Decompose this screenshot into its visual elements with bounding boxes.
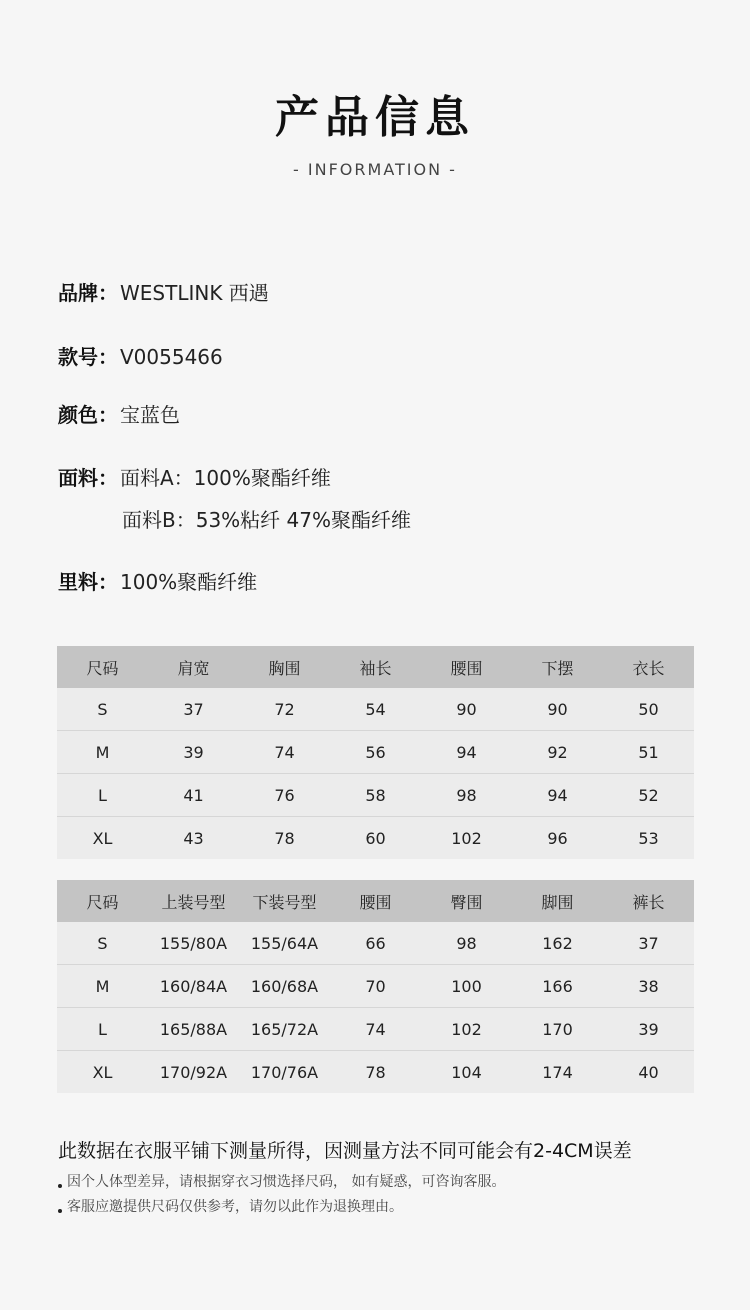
page-title: 产品信息: [275, 92, 475, 143]
table-cell: S: [57, 688, 148, 731]
table-cell: 92: [512, 731, 603, 774]
table-cell: 56: [330, 731, 421, 774]
table-cell: 74: [239, 731, 330, 774]
table-cell: 166: [512, 965, 603, 1008]
fabric-label: 面料：: [58, 466, 118, 490]
bottom-size-table: [57, 880, 694, 1093]
table-cell: L: [57, 774, 148, 817]
fabric-a-value: 面料A：100%聚酯纤维: [120, 466, 331, 490]
table-cell: 37: [603, 922, 694, 965]
table-cell: 53: [603, 817, 694, 860]
table-cell: 70: [330, 965, 421, 1008]
note-text: 客服应邀提供尺码仅供参考，请勿以此作为退换理由。: [67, 1199, 403, 1215]
page-subtitle: - INFORMATION -: [293, 160, 457, 179]
table-cell: 155/80A: [148, 922, 239, 965]
table-cell: 174: [512, 1051, 603, 1094]
table-cell: S: [57, 922, 148, 965]
table-cell: 170: [512, 1008, 603, 1051]
table-row: [57, 1008, 694, 1051]
table-header-cell: 臀围: [421, 880, 512, 922]
table-header-cell: 衣长: [603, 646, 694, 688]
style-label: 款号：: [58, 345, 118, 369]
table-header-cell: 腰围: [330, 880, 421, 922]
table-cell: 94: [421, 731, 512, 774]
color-row: [58, 401, 180, 429]
table-cell: 162: [512, 922, 603, 965]
table-row: [57, 1051, 694, 1094]
table-cell: 54: [330, 688, 421, 731]
color-value: 宝蓝色: [120, 403, 180, 427]
table-header-row: [57, 646, 694, 688]
table-cell: 51: [603, 731, 694, 774]
brand-value: WESTLINK 西遇: [120, 281, 269, 305]
lining-label: 里料：: [58, 570, 118, 594]
table-header-cell: 下装号型: [239, 880, 330, 922]
table-cell: 94: [512, 774, 603, 817]
table-cell: L: [57, 1008, 148, 1051]
table-header-cell: 下摆: [512, 646, 603, 688]
fabric-row: [58, 464, 331, 492]
table-header-cell: 尺码: [57, 880, 148, 922]
table-header-cell: 上装号型: [148, 880, 239, 922]
table-header-cell: 袖长: [330, 646, 421, 688]
color-label: 颜色：: [58, 403, 118, 427]
table-cell: 102: [421, 1008, 512, 1051]
table-cell: 72: [239, 688, 330, 731]
table-cell: 165/88A: [148, 1008, 239, 1051]
note-item: [58, 1197, 403, 1217]
top-size-table: [57, 646, 694, 859]
table-cell: 39: [603, 1008, 694, 1051]
table-cell: 52: [603, 774, 694, 817]
table-cell: 38: [603, 965, 694, 1008]
style-value: V0055466: [120, 345, 223, 369]
table-cell: 78: [330, 1051, 421, 1094]
table-header-cell: 裤长: [603, 880, 694, 922]
table-row: [57, 774, 694, 817]
style-row: [58, 343, 223, 371]
table-cell: M: [57, 731, 148, 774]
brand-row: [58, 279, 269, 307]
table-cell: 37: [148, 688, 239, 731]
fabric-b-value: 面料B：53%粘纤 47%聚酯纤维: [122, 508, 411, 532]
table-cell: 40: [603, 1051, 694, 1094]
lining-value: 100%聚酯纤维: [120, 570, 258, 594]
table-cell: 90: [421, 688, 512, 731]
table-cell: 160/68A: [239, 965, 330, 1008]
table-cell: 170/92A: [148, 1051, 239, 1094]
table-header-row: [57, 880, 694, 922]
note-text: 因个人体型差异，请根据穿衣习惯选择尺码， 如有疑惑，可咨询客服。: [67, 1174, 506, 1190]
table-cell: 60: [330, 817, 421, 860]
table-cell: 78: [239, 817, 330, 860]
table-header-cell: 胸围: [239, 646, 330, 688]
table-cell: 100: [421, 965, 512, 1008]
brand-label: 品牌：: [58, 281, 118, 305]
table-header-cell: 腰围: [421, 646, 512, 688]
table-cell: 170/76A: [239, 1051, 330, 1094]
table-cell: M: [57, 965, 148, 1008]
table-cell: 74: [330, 1008, 421, 1051]
table-cell: 96: [512, 817, 603, 860]
table-cell: 41: [148, 774, 239, 817]
table-cell: 165/72A: [239, 1008, 330, 1051]
table-cell: 66: [330, 922, 421, 965]
table-row: [57, 817, 694, 860]
table-cell: 50: [603, 688, 694, 731]
table-cell: 58: [330, 774, 421, 817]
table-cell: XL: [57, 817, 148, 860]
note-item: [58, 1172, 505, 1192]
table-cell: 98: [421, 922, 512, 965]
measurement-note: 此数据在衣服平铺下测量所得，因测量方法不同可能会有2-4CM误差: [58, 1140, 632, 1162]
lining-row: [58, 568, 257, 596]
bullet-icon: [58, 1209, 62, 1213]
table-header-cell: 肩宽: [148, 646, 239, 688]
table-cell: XL: [57, 1051, 148, 1094]
table-header-cell: 尺码: [57, 646, 148, 688]
table-row: [57, 965, 694, 1008]
table-header-cell: 脚围: [512, 880, 603, 922]
table-row: [57, 922, 694, 965]
table-cell: 39: [148, 731, 239, 774]
table-cell: 98: [421, 774, 512, 817]
table-row: [57, 731, 694, 774]
table-cell: 43: [148, 817, 239, 860]
bullet-icon: [58, 1184, 62, 1188]
table-cell: 160/84A: [148, 965, 239, 1008]
table-cell: 104: [421, 1051, 512, 1094]
table-cell: 90: [512, 688, 603, 731]
table-cell: 155/64A: [239, 922, 330, 965]
table-row: [57, 688, 694, 731]
table-cell: 76: [239, 774, 330, 817]
table-cell: 102: [421, 817, 512, 860]
